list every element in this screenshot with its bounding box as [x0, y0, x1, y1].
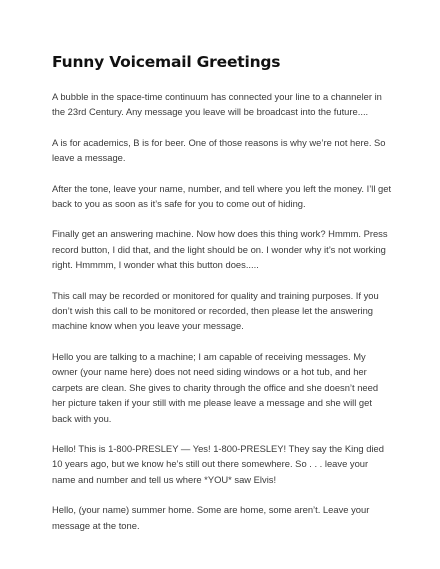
- greeting-paragraph-4: Finally get an answering machine. Now how does this thing work? Hmmm. Press record button, I did that, and the light should be on. I wonder why it’s not working right. Hmmmm, I wonder what this button does.....: [52, 228, 388, 271]
- greeting-paragraph-3: After the tone, leave your name, number, and tell where you left the money. I’ll get back to you as soon as it’s safe for you to come out of hiding.: [52, 182, 392, 210]
- greeting-paragraph-1: A bubble in the space-time continuum has connected your line to a channeler in the 23rd Century. Any message you leave will be broadcast into the future....: [52, 91, 382, 118]
- greeting-paragraph-8: Hello, (your name) summer home. Some are home, some aren’t. Leave your message at the tone.: [52, 504, 370, 531]
- document-page: [52, 50, 392, 548]
- greeting-paragraph-2: A is for academics, B is for beer. One of those reasons is why we’re not here. So leave a message.: [52, 136, 386, 164]
- greeting-paragraph-7: Hello! This is 1-800-PRESLEY — Yes! 1-800-PRESLEY! They say the King died 10 years ago, but we know he’s still out there somewhere. So . . . leave your name and number and tell us where *YOU* saw Elvis!: [52, 442, 384, 485]
- greeting-paragraph-6: Hello you are talking to a machine; I am capable of receiving messages. My owner (your name here) does not need siding windows or a hot tub, and her carpets are clean. She gives to charity through the office and she doesn’t need her picture taken if your still with me please leave a message and she will get back with you.: [52, 350, 379, 424]
- document-title: Funny Voicemail Greetings: [52, 53, 281, 71]
- greeting-paragraph-5: This call may be recorded or monitored for quality and training purposes. If you don’t wish this call to be monitored or recorded, then please let the answering machine know when you leave your message.: [52, 289, 379, 332]
